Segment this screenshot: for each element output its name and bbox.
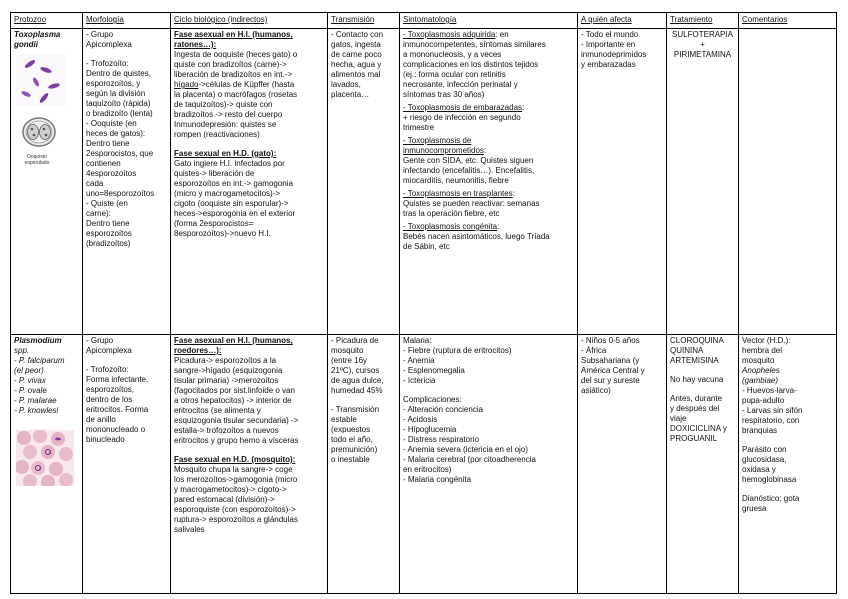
symptom-line: - Alteración conciencia [403,405,484,414]
cycle-line: 8esporozoítos)->nuevo H.I. [174,229,271,238]
cycle-line: eritrocitos y grupo hemo a vísceras [174,436,299,445]
table-row-toxoplasma [11,29,837,335]
species-line: - P. falciparum [14,356,65,365]
affects-line: del sur y sureste [581,376,640,385]
morphology-line: carne): [86,209,111,218]
affects-line: América Central y [581,366,645,375]
cell-ciclo [171,29,328,335]
cell-morfologia [83,335,171,594]
species-line: - P. ovale [14,386,47,395]
cycle-line: de taquizoítos)-> quiste con [174,100,273,109]
phase-title: roedores…): [174,346,222,355]
treatment-line: y después del [670,404,720,413]
cell-sintomatologia [400,335,578,594]
cell-protozoo [11,335,83,594]
header-afecta: A quién afecta [578,13,667,29]
header-transmision: Transmisión [328,13,400,29]
symptom-line: necrosante, infección perinatal y [403,80,518,89]
symptom-line: en eritrocitos) [403,465,452,474]
symptom-line: - Ictericia [403,376,436,385]
symptom-line: (ej.: forma ocular con retinitis [403,70,506,79]
header-protozoo: Protozoo [11,13,83,29]
symptom-title: - Toxoplasmosis de embarazadas [403,103,523,112]
cell-transmision [328,335,400,594]
header-tratamiento: Tratamiento [667,13,739,29]
treatment-line: SULFOTERAPIA [672,30,733,39]
cycle-line: esquizogonia tisular secundaria) -> [174,416,299,425]
symptom-line: - Hipoglucemia [403,425,457,434]
cycle-line: heces->esporogonia en el exterior [174,209,296,218]
header-sintomatologia: Sintomatología [400,13,578,29]
species-line: - P. malarae [14,396,57,405]
morphology-line: contienen [86,159,121,168]
comment-line: Parásito con [742,445,787,454]
transmission-line: alimentos mal [331,70,381,79]
morphology-line: taquizoíto (rápida) [86,99,151,108]
cycle-line: esporozoítos en int.-> gamogonia [174,179,293,188]
symptom-line: Gente con SIDA, etc. Quistes siguen [403,156,534,165]
cycle-line: esporoquiste (con esporozoítos)-> [174,505,296,514]
transmission-line: de agua dulce, [331,376,384,385]
spacer [86,50,167,59]
cycle-line: la placenta) o macrófagos (rosetas [174,90,298,99]
cycle-line: salivales [174,525,205,534]
treatment-line: Antes, durante [670,394,723,403]
treatment-line: ARTEMISINA [670,356,719,365]
symptom-line: - Acidosis [403,415,438,424]
protozoo-name: spp. [14,346,30,355]
transmission-line: placenta… [331,90,370,99]
symptom-line: inmunocompetentes, síntomas similares [403,40,546,49]
symptom-suffix: : [522,103,525,112]
morphology-line: dentro de los [86,395,133,404]
comment-line: glucosidasa, [742,455,787,464]
transmission-line: lavados, [331,80,361,89]
symptom-heading [403,103,574,113]
transmission-line: hecha, agua y [331,60,382,69]
morphology-line: 4esporozoítos [86,169,137,178]
morphology-line: Dentro de quistes, [86,69,151,78]
symptom-line: síntomas tras 30 años) [403,90,485,99]
symptom-title: - Toxoplasmosis en trasplantes [403,189,513,198]
species-line: - P. knowlesi [14,406,59,415]
morphology-line: esporozoítos [86,229,132,238]
phase-title: Fase sexual en H.D. (gato): [174,149,277,158]
symptom-line: - Distress respiratorio [403,435,480,444]
treatment-line: No hay vacuna [670,375,724,384]
comment-line: - Huevos-larva- [742,386,797,395]
figure-caption: Ooquiste [26,154,47,160]
cell-morfologia [83,29,171,335]
transmission-line: (entre 16y [331,356,368,365]
morphology-line: eritrocitos. Forma [86,405,149,414]
cycle-text: ->células de Küpffer (hasta [198,80,295,89]
spacer [742,436,833,445]
cycle-line: tisular primaria) ->merozoítos [174,376,279,385]
morphology-line: - Grupo [86,30,114,39]
cell-afecta [578,29,667,335]
header-comentarios: Comentarios [739,13,837,29]
cell-tratamiento [667,29,739,335]
cycle-line: rompen (reactivaciones) [174,130,260,139]
comment-line: hembra del [742,346,783,355]
affects-line: - Todo el mundo [581,30,639,39]
spacer [670,366,735,375]
cycle-line: a otros hepatocitos) -> interior de [174,396,292,405]
symptom-line: a mononucleosis, y a veces [403,50,502,59]
morphology-line: (bradizoítos) [86,239,131,248]
protozoo-name: Plasmodium [14,336,62,345]
spacer [742,485,833,494]
cycle-line: ruptura-> esporozoítos a glándulas [174,515,298,524]
phase-title: Fase sexual en H.D. (mosquito): [174,455,296,464]
symptom-line: Complicaciones: [403,395,462,404]
morphology-line: según la división [86,89,146,98]
oocyst-image [16,110,62,154]
treatment-line: viaje [670,414,687,423]
symptom-heading [403,189,574,199]
treatment-line: QUININA [670,346,704,355]
treatment-line: PROGUANIL [670,434,718,443]
comment-line: branquias [742,426,778,435]
transmission-line: premunición) [331,445,378,454]
header-row [11,13,837,29]
cycle-line: quiste con bradizoítos (carne)-> [174,60,287,69]
table-row-plasmodium [11,335,837,594]
cycle-line: liberación de bradizoítos en int.-> [174,70,293,79]
cell-tratamiento [667,335,739,594]
transmission-line: - Picadura de [331,336,379,345]
morphology-line: cada [86,179,104,188]
morphology-line: binucleado [86,435,125,444]
transmission-line: - Contacto con [331,30,384,39]
symptom-line: complicaciones en los distintos tejidos [403,60,539,69]
transmission-line: - Transmisión [331,405,380,414]
transmission-line: mosquito [331,346,364,355]
cell-transmision [328,29,400,335]
cycle-line: Gato ingiere H.I. infectados por [174,159,285,168]
protozoa-table [10,12,837,594]
affects-line: asiático) [581,386,611,395]
symptom-heading [403,30,574,40]
morphology-line: Dentro tiene [86,139,130,148]
comment-line: gruesa [742,504,767,513]
cycle-line: Ingesta de ooquiste (heces gato) o [174,50,298,59]
morphology-line: Apicomplexa [86,346,132,355]
symptom-suffix: : [512,189,515,198]
treatment-line: CLOROQUINA [670,336,724,345]
symptom-title: - Toxoplasmosis de [403,136,472,145]
phase-title: ratones…): [174,40,217,49]
species-line: (el peor) [14,366,44,375]
symptom-line: - Anemia severa (ictericia en el ojo) [403,445,528,454]
symptom-line: tras la operación fiebre, etc [403,209,500,218]
cycle-line: Picadura-> esporozoítos a la [174,356,277,365]
symptom-suffix: : en [495,30,509,39]
symptom-line: Malaria: [403,336,432,345]
affects-line: Subsahariana (y [581,356,640,365]
comment-line: Vector (H.D.): [742,336,791,345]
affects-line: inmunodeprimidos [581,50,647,59]
symptom-title: - Toxoplasmosis congénita [403,222,498,231]
affects-line: - Importante en [581,40,636,49]
symptom-suffix: : [497,222,500,231]
cycle-line: (fagocitados por sist.linfoide o van [174,386,295,395]
comment-line: pupa-adulto [742,396,785,405]
figure-caption: esporulado [24,160,50,166]
cycle-line [174,80,324,90]
phase-title: Fase asexual en H.I. (humanos, [174,336,293,345]
cycle-line: bradizoítos -> resto del cuerpo [174,110,283,119]
transmission-line: 21ºC), cursos [331,366,380,375]
morphology-line: mononucleado o [86,425,146,434]
blood-smear-image [16,430,74,486]
symptom-line: de Sábin, etc [403,242,450,251]
transmission-line: de carne poco [331,50,382,59]
morphology-line: esporozoítos, y [86,79,141,88]
morphology-line: de anillo [86,415,116,424]
cycle-line: los merozoítos->gamogonia (micro [174,475,298,484]
symptom-title: - Toxoplasmosis adquirida [403,30,496,39]
morphology-line: 2esporocistos, que [86,149,154,158]
symptom-line: - Malaria cerebral (por citoadherencia [403,455,536,464]
symptom-heading [403,146,574,156]
morphology-line: uno=8esporozoítos [86,189,155,198]
transmission-line: (expuestos [331,425,371,434]
cell-ciclo [171,335,328,594]
cell-comentarios [739,29,837,335]
treatment-line: PIRIMETAMINA [673,50,732,59]
higado-word: hígado [174,80,199,89]
species-line: - P. vivax [14,376,46,385]
cycle-line: y macrogametocitos)-> cigoto-> [174,485,287,494]
comment-line: - Larvas sin sifón [742,406,803,415]
cycle-line: Inmunodepresión: quistes se [174,120,277,129]
spacer [331,396,396,405]
morphology-line: Forma infectante, [86,375,149,384]
symptom-line: - Malaria congénita [403,475,472,484]
cycle-line: Mosquito chupa la sangre-> coge [174,465,293,474]
morphology-line: - Quiste (en [86,199,128,208]
transmission-line: o inestable [331,455,370,464]
symptom-line: - Esplenomegalia [403,366,465,375]
comment-line: Anopheles [742,366,780,375]
cycle-line: estalla-> trofozoítos a nuevos [174,426,279,435]
comment-line: mosquito [742,356,775,365]
affects-line: - África [581,346,607,355]
cycle-line: eritrocitos (se alimenta y [174,406,261,415]
symptom-line: + riesgo de infección en segundo [403,113,521,122]
spacer [403,386,574,395]
morphology-line: - Trofozoíto: [86,365,129,374]
symptom-line: Bebés nacen asintomáticos, luego Tríada [403,232,550,241]
treatment-line: DOXICICLINA y [670,424,727,433]
cycle-line: (micro y macrogametocitos)-> [174,189,281,198]
cycle-line: (forma 2esporocistos= [174,219,254,228]
symptom-line: - Anemia [403,356,435,365]
cycle-line: pared estomacal (división)-> [174,495,275,504]
treatment-line: + [700,40,705,49]
morphology-line: - Ooquiste (en [86,119,137,128]
morphology-line: o bradizoíto (lenta) [86,109,153,118]
symptom-line: miocarditis, neumonitis, fiebre [403,176,509,185]
transmission-line: estable [331,415,357,424]
cell-protozoo [11,29,83,335]
morphology-line: heces de gatos): [86,129,146,138]
toxoplasma-tachyzoites-image [16,54,66,106]
spacer [670,385,735,394]
protozoo-name: gondii [14,40,38,49]
symptom-line: trimestre [403,123,435,132]
comment-line: (gambiae) [742,376,779,385]
morphology-line: - Trofozoíto: [86,59,129,68]
symptom-title: inmunocomprometidos [403,146,484,155]
transmission-line: humedad 45% [331,386,383,395]
symptom-line: Quistes se pueden reactivar: semanas [403,199,540,208]
symptom-line: infectando (encefalitis…). Encefalitis, [403,166,535,175]
cycle-line: quistes-> liberación de [174,169,255,178]
comment-line: oxidasa y [742,465,776,474]
cycle-line: cigoto (ooquiste sin esporular)-> [174,199,289,208]
comment-line: hemoglobinasa [742,475,797,484]
cell-afecta [578,335,667,594]
morphology-line: Apicomplexa [86,40,132,49]
morphology-line: - Grupo [86,336,114,345]
protozoo-name: Toxoplasma [14,30,61,39]
affects-line: - Niños 0-5 años [581,336,640,345]
phase-title: Fase asexual en H.I. (humanos, [174,30,293,39]
symptom-suffix: : [483,146,487,155]
header-ciclo: Ciclo biológico (indirectos) [171,13,328,29]
affects-line: y embarazadas [581,60,636,69]
spacer [86,356,167,365]
cycle-line: sangre->hígado (esquizogonia [174,366,283,375]
cell-comentarios [739,335,837,594]
symptom-heading [403,222,574,232]
comment-line: Dianóstico: gota [742,494,800,503]
morphology-line: esporozoítos, [86,385,135,394]
morphology-line: Dentro tiene [86,219,130,228]
symptom-line: - Fiebre (ruptura de eritrocitos) [403,346,512,355]
transmission-line: todo el año, [331,435,373,444]
header-morfologia: Morfología [83,13,171,29]
transmission-line: gatos, ingesta [331,40,381,49]
comment-line: respiratorio, con [742,416,800,425]
cell-sintomatologia [400,29,578,335]
